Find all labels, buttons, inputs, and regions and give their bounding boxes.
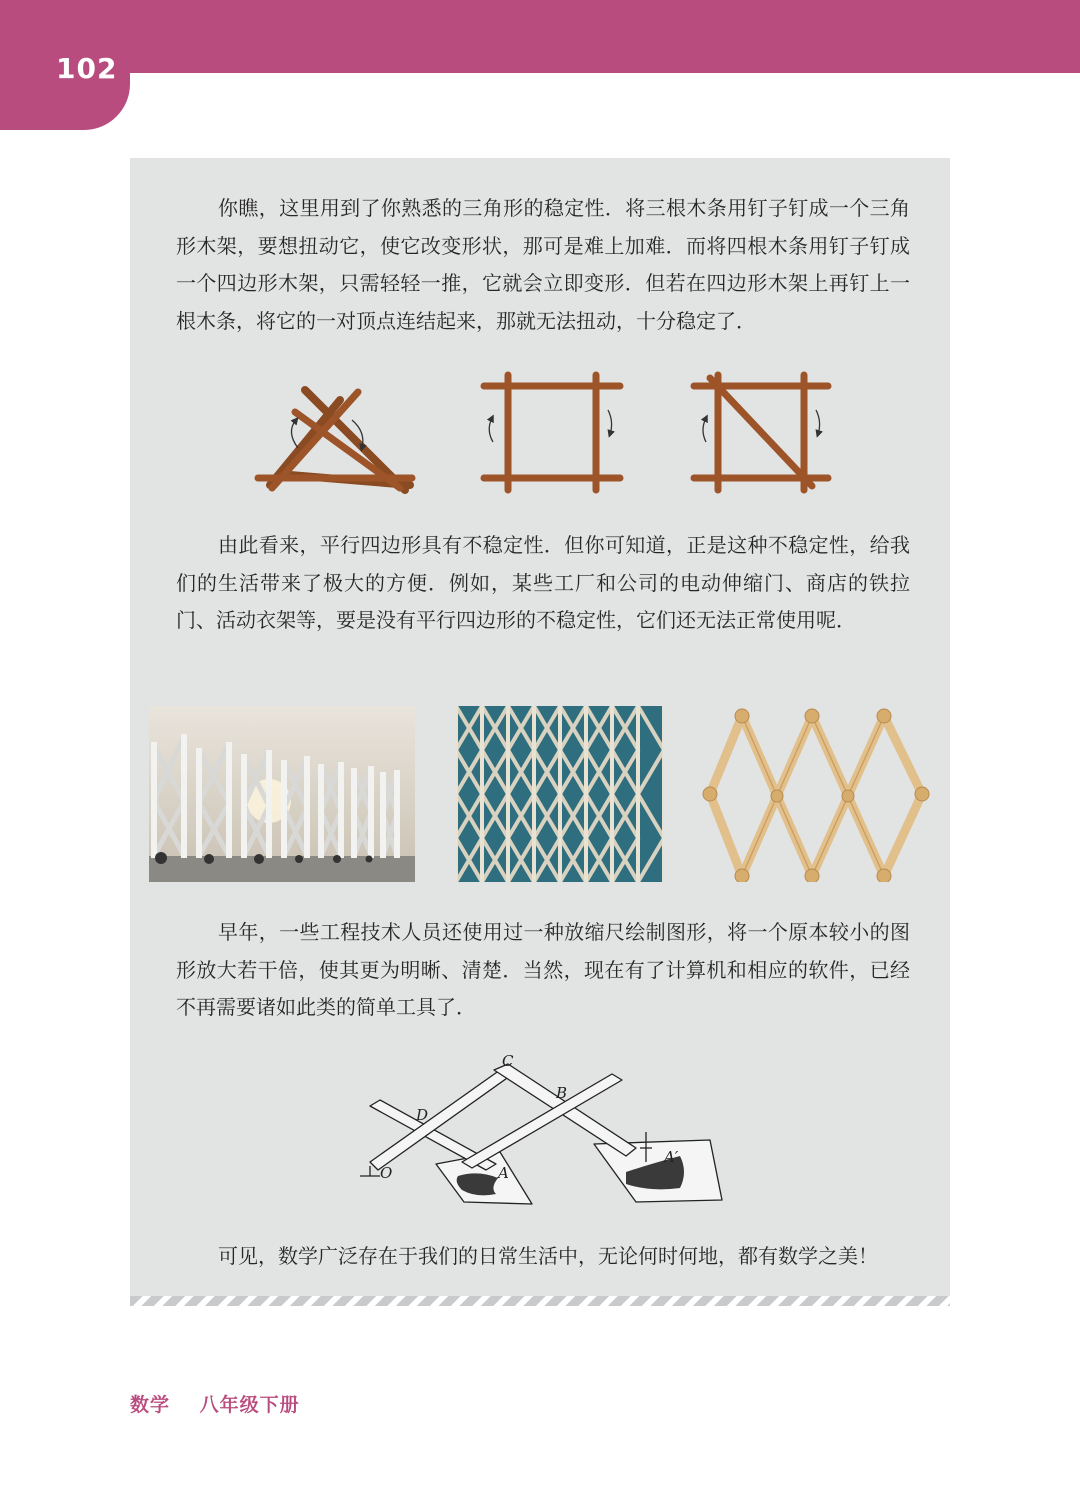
header-bar xyxy=(0,0,1080,73)
iron-pull-gate-photo xyxy=(456,706,664,882)
point-label-d: D xyxy=(416,1106,429,1124)
pantograph-diagram xyxy=(350,1052,730,1208)
point-label-a-prime: A′ xyxy=(664,1148,679,1166)
page-number: 102 xyxy=(56,52,118,85)
point-label-b: B xyxy=(556,1084,568,1102)
footer-subject: 数学 xyxy=(130,1394,171,1416)
paragraph-triangle-stability: 你瞧，这里用到了你熟悉的三角形的稳定性．将三根木条用钉子钉成一个三角形木架，要想扭动它，使它改变形状，那可是难上加难．而将四根木条用钉子钉成一个四边形木架，只需轻轻一推，它就会立即变形．但若在四边形木架上再钉上一根木条，将它的一对顶点连结起来，那就无法扭动，十分稳定了． xyxy=(176,196,910,333)
point-label-a: A xyxy=(498,1164,509,1182)
panel-bottom-stripe xyxy=(130,1296,950,1306)
expandable-hanger-photo xyxy=(700,706,932,882)
triangle-frame xyxy=(258,390,412,490)
retractable-gate-photo xyxy=(149,706,415,882)
square-frame xyxy=(484,375,620,490)
wooden-frames-figure xyxy=(250,370,840,500)
point-label-c: C xyxy=(502,1052,514,1070)
point-label-o: O xyxy=(380,1164,393,1182)
footer-grade: 八年级下册 xyxy=(199,1394,300,1416)
footer xyxy=(130,1390,322,1417)
paragraph-conclusion: 可见，数学广泛存在于我们的日常生活中，无论何时何地，都有数学之美！ xyxy=(218,1244,878,1268)
paragraph-parallelogram-instability: 由此看来，平行四边形具有不稳定性．但你可知道，正是这种不稳定性，给我们的生活带来了极大的方便．例如，某些工厂和公司的电动伸缩门、商店的铁拉门、活动衣架等，要是没有平行四边形的不稳定性，它们还无法正常使用呢． xyxy=(176,533,910,633)
braced-square-frame xyxy=(694,375,828,490)
paragraph-pantograph: 早年，一些工程技术人员还使用过一种放缩尺绘制图形，将一个原本较小的图形放大若干倍，使其更为明晰、清楚．当然，现在有了计算机和相应的软件，已经不再需要诸如此类的简单工具了． xyxy=(176,920,910,1020)
